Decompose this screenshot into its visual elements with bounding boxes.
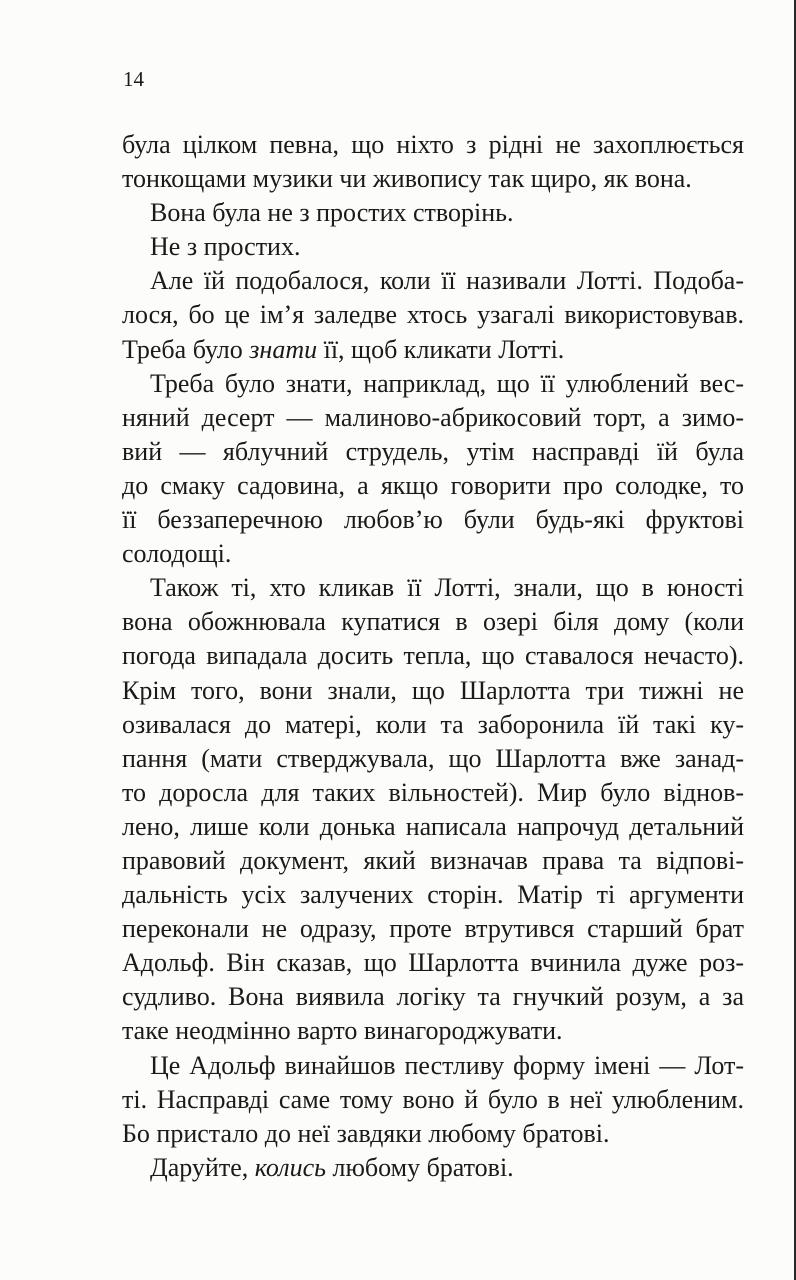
text-line: пання (мати стверджувала, що Шарлотта вже занад- [122,743,744,773]
text-line: судливо. Вона виявила логіку та гнучкий розум, а за [122,982,744,1012]
italic-word: знати [249,334,318,364]
text-line: вий — яблучний струдель, утім насправді їй була [122,436,744,466]
text-line: Це Адольф винайшов пестливу форму імені — Лот- [150,1050,744,1080]
text-line: лено, лише коли донька написала напрочуд детальний [122,811,744,841]
text-line [122,1151,744,1185]
text-line: Треба було знати, наприклад, що її улюблений вес- [150,368,744,398]
page-number: 14 [123,67,144,91]
text-segment: її, щоб кликати Лотті. [317,334,565,364]
text-line: до смаку садовина, а якщо говорити про солодке, то [122,470,744,500]
text-line: Вона була не з простих створінь. [150,198,514,228]
text-line: Бо пристало до неї завдяки любому братові. [122,1118,610,1148]
text-line: її беззаперечною любов’ю були будь-які фруктові [122,505,744,535]
text-line: Але їй подобалося, коли її називали Лотті. Подоба- [150,266,744,296]
text-line: лося, бо це ім’я заледве хтось узагалі використовував. [122,300,744,330]
text-line [122,333,744,367]
text-line: була цілком певна, що ніхто з рідні не захоплюється [122,130,744,159]
text-line: вона обожнювала купатися в озері біля дому (коли [122,607,744,637]
text-line: солодощі. [122,539,232,569]
text-line: ті. Насправді саме тому воно й було в неї улюбленим. [122,1084,744,1114]
text-line: Також ті, хто кликав її Лотті, знали, що в юності [150,573,744,603]
text-line: озивалася до матері, коли та заборонила їй такі ку- [122,709,744,739]
text-line: переконали не одразу, проте втрутився старший брат [122,914,744,944]
text-segment: Треба було [122,334,250,364]
text-segment: любому братові. [325,1152,514,1182]
text-line: Не з простих. [150,232,301,262]
text-segment: Даруйте, [150,1152,255,1182]
text-line: Крім того, вони знали, що Шарлотта три тижні не [122,675,744,705]
text-line: дальність усіх залучених сторін. Матір ті аргументи [122,880,744,910]
text-line: правовий документ, який визначав права та відпові- [122,845,744,875]
text-line: тонкощами музики чи живопису так щиро, як вона. [122,164,692,194]
body-text [122,128,744,1185]
text-line: таке неодмінно варто винагороджувати. [122,1016,563,1046]
text-line: няний десерт — малиново-абрикосовий торт, а зимо- [122,402,744,432]
text-line: Адольф. Він сказав, що Шарлотта вчинила дуже роз- [122,948,744,978]
text-line: то доросла для таких вільностей). Мир було віднов- [122,777,744,807]
italic-word: колись [254,1152,326,1182]
text-line: погода випадала досить тепла, що ставалося нечасто). [122,641,744,671]
